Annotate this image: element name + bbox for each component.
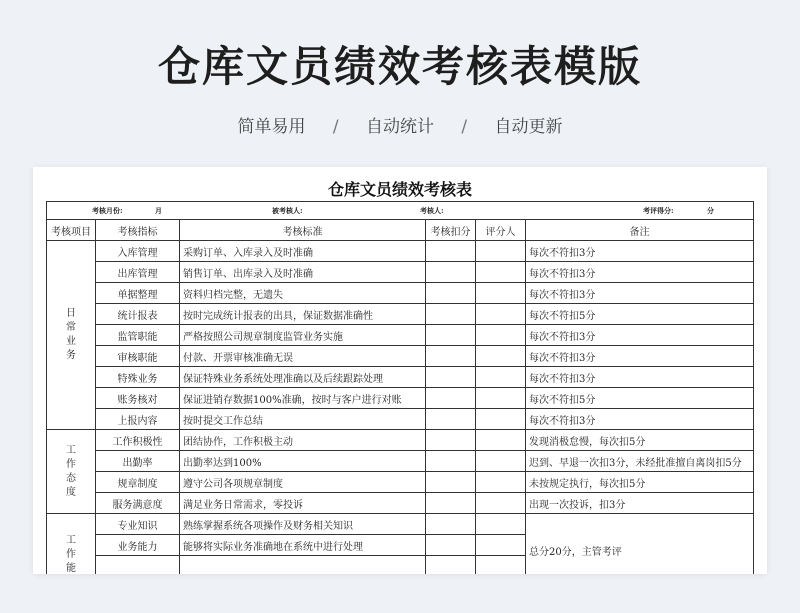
rater-cell[interactable] (476, 241, 526, 262)
rater-cell[interactable] (476, 409, 526, 430)
rater-cell[interactable] (476, 346, 526, 367)
standard-cell: 按时提交工作总结 (180, 409, 426, 430)
standard-cell: 熟练掌握系统各项操作及财务相关知识 (180, 514, 426, 535)
standard-cell: 付款、开票审核准确无误 (180, 346, 426, 367)
category-cell (47, 430, 96, 514)
note-cell: 发现消极怠慢，每次扣5分 (526, 430, 754, 451)
tag-separator: / (332, 117, 339, 137)
rater-cell[interactable] (476, 493, 526, 514)
standard-cell: 资料归档完整，无遗失 (180, 283, 426, 304)
tag-easy: 简单易用 (237, 117, 306, 137)
month-label: 考核月份: (92, 206, 123, 215)
score-label: 考评得分: (643, 206, 674, 215)
indicator-cell: 出库管理 (96, 262, 180, 283)
deduction-cell[interactable] (426, 430, 476, 451)
table-row (47, 283, 754, 304)
indicator-cell: 特殊业务 (96, 367, 180, 388)
indicator-cell: 专业知识 (96, 514, 180, 535)
info-row (47, 202, 754, 220)
note-cell: 每次不符扣3分 (526, 283, 754, 304)
table-row (47, 241, 754, 262)
table-row (47, 262, 754, 283)
indicator-cell: 统计报表 (96, 304, 180, 325)
deduction-cell[interactable] (426, 409, 476, 430)
rater-cell[interactable] (476, 556, 526, 575)
tag-auto-update: 自动更新 (494, 117, 563, 137)
note-cell: 未按规定执行，每次扣5分 (526, 472, 754, 493)
indicator-cell: 业务能力 (96, 535, 180, 556)
header-cell: 评分人 (476, 220, 526, 241)
note-cell: 每次不符扣5分 (526, 304, 754, 325)
table-row (47, 304, 754, 325)
note-cell: 每次不符扣3分 (526, 241, 754, 262)
table-row (47, 514, 754, 535)
rater-cell[interactable] (476, 514, 526, 535)
standard-cell: 保证特殊业务系统处理准确以及后续跟踪处理 (180, 367, 426, 388)
examinee-label: 被考核人: (272, 206, 303, 215)
deduction-cell[interactable] (426, 493, 476, 514)
table-row (47, 493, 754, 514)
deduction-cell[interactable] (426, 514, 476, 535)
sheet-title: 仓库文员绩效考核表 (327, 180, 472, 199)
note-cell: 每次不符扣3分 (526, 325, 754, 346)
examiner-label: 考核人: (420, 206, 444, 215)
spreadsheet-preview (33, 167, 767, 574)
deduction-cell[interactable] (426, 388, 476, 409)
evaluation-table (46, 201, 754, 574)
month-unit: 月 (155, 206, 162, 215)
deduction-cell[interactable] (426, 367, 476, 388)
rater-cell[interactable] (476, 262, 526, 283)
table-row (47, 430, 754, 451)
deduction-cell[interactable] (426, 556, 476, 575)
rater-cell[interactable] (476, 451, 526, 472)
header-cell: 考核项目 (47, 220, 96, 241)
indicator-cell: 账务核对 (96, 388, 180, 409)
note-cell: 每次不符扣3分 (526, 346, 754, 367)
tag-auto-stats: 自动统计 (366, 117, 434, 137)
indicator-cell: 单据整理 (96, 283, 180, 304)
page-title: 仓库文员绩效考核表模版 (157, 42, 642, 91)
header-cell: 考核指标 (96, 220, 180, 241)
deduction-cell[interactable] (426, 451, 476, 472)
indicator-cell: 规章制度 (96, 472, 180, 493)
indicator-cell: 上报内容 (96, 409, 180, 430)
header-cell: 考核标准 (180, 220, 426, 241)
note-cell: 每次不符扣3分 (526, 409, 754, 430)
rater-cell[interactable] (476, 472, 526, 493)
deduction-cell[interactable] (426, 262, 476, 283)
table-row (47, 325, 754, 346)
indicator-cell: 服务满意度 (96, 493, 180, 514)
standard-cell: 能够将实际业务准确地在系统中进行处理 (180, 535, 426, 556)
category-cell (47, 241, 96, 430)
indicator-cell (96, 556, 180, 575)
category-label: 工作能 (66, 535, 76, 574)
deduction-cell[interactable] (426, 304, 476, 325)
standard-cell: 出勤率达到100% (180, 451, 426, 472)
deduction-cell[interactable] (426, 346, 476, 367)
rater-cell[interactable] (476, 535, 526, 556)
standard-cell: 遵守公司各项规章制度 (180, 472, 426, 493)
score-unit: 分 (707, 206, 714, 215)
table-row (47, 472, 754, 493)
deduction-cell[interactable] (426, 283, 476, 304)
indicator-cell: 工作积极性 (96, 430, 180, 451)
note-cell: 每次不符扣5分 (526, 388, 754, 409)
rater-cell[interactable] (476, 304, 526, 325)
rater-cell[interactable] (476, 388, 526, 409)
rater-cell[interactable] (476, 430, 526, 451)
table-row (47, 388, 754, 409)
note-cell: 每次不符扣3分 (526, 262, 754, 283)
info-cell (47, 202, 754, 220)
standard-cell: 团结协作，工作积极主动 (180, 430, 426, 451)
standard-cell: 按时完成统计报表的出具，保证数据准确性 (180, 304, 426, 325)
note-cell-merged: 总分20分，主管考评 (526, 514, 754, 575)
header-cell: 考核扣分 (426, 220, 476, 241)
note-cell: 出现一次投诉，扣3分 (526, 493, 754, 514)
category-cell (47, 514, 96, 575)
rater-cell[interactable] (476, 325, 526, 346)
deduction-cell[interactable] (426, 241, 476, 262)
table-row (47, 346, 754, 367)
standard-cell: 采购订单、入库录入及时准确 (180, 241, 426, 262)
deduction-cell[interactable] (426, 325, 476, 346)
rater-cell[interactable] (476, 367, 526, 388)
tag-separator: / (461, 117, 468, 137)
category-label: 工作态度 (66, 444, 76, 498)
deduction-cell[interactable] (426, 535, 476, 556)
category-label: 日常业务 (66, 308, 76, 361)
header-row (47, 220, 754, 241)
feature-tags (0, 112, 800, 137)
indicator-cell: 入库管理 (96, 241, 180, 262)
standard-cell: 销售订单、出库录入及时准确 (180, 262, 426, 283)
table-row (47, 451, 754, 472)
indicator-cell: 审核职能 (96, 346, 180, 367)
rater-cell[interactable] (476, 283, 526, 304)
table-row (47, 367, 754, 388)
indicator-cell: 监管职能 (96, 325, 180, 346)
table-row (47, 409, 754, 430)
note-cell: 迟到、早退一次扣3分，未经批准擅自离岗扣5分 (526, 451, 754, 472)
standard-cell: 保证进销存数据100%准确，按时与客户进行对账 (180, 388, 426, 409)
note-cell: 每次不符扣3分 (526, 367, 754, 388)
indicator-cell: 出勤率 (96, 451, 180, 472)
deduction-cell[interactable] (426, 472, 476, 493)
standard-cell: 满足业务日常需求，零投诉 (180, 493, 426, 514)
standard-cell: 严格按照公司规章制度监管业务实施 (180, 325, 426, 346)
standard-cell (180, 556, 426, 575)
header-cell: 备注 (526, 220, 754, 241)
